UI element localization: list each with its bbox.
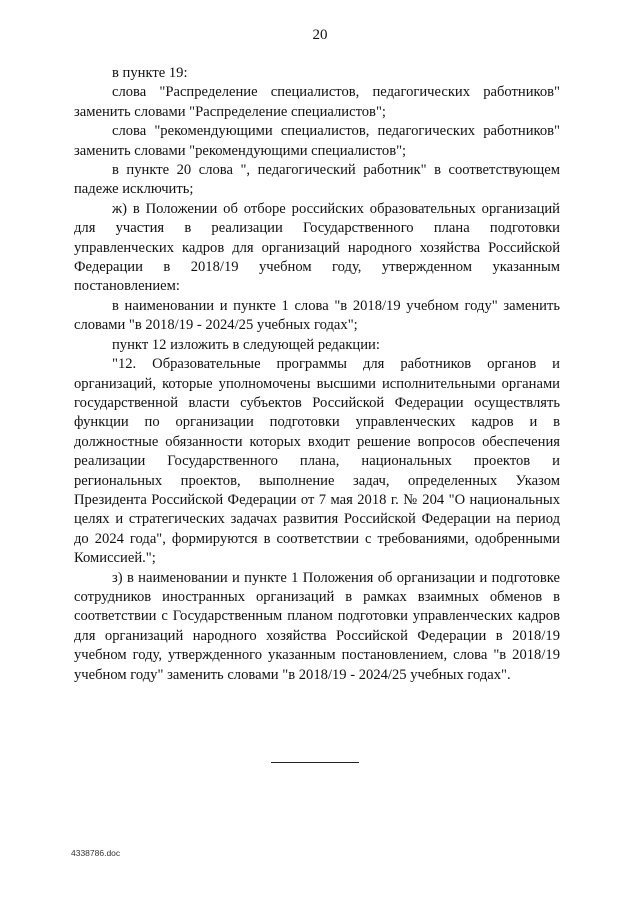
paragraph: "12. Образовательные программы для работников органов и организаций, которые уполномочены высшими исполнительными органами государственной власти субъектов Российской Федерации осуществлять функции по организации подготовки управленческих кадров и в должностные обязанности которых входит решение вопросов обеспечения реализации Государственного плана, национальных проектов и региональных проектов, выполнение задач, определенных Указом Президента Российской Федерации от 7 мая 2018 г. № 204 "О национальных целях и стратегических задачах развития Российской Федерации на период до 2024 года", формируются в соответствии с требованиями, одобренными Комиссией."; — [74, 356, 560, 567]
paragraph: в пункте 20 слова ", педагогический работник" в соответствующем падеже исключить; — [74, 162, 560, 198]
document-code: 4338786.doc — [71, 848, 121, 858]
page-number: 20 — [312, 27, 328, 43]
paragraph: з) в наименовании и пункте 1 Положения об организации и подготовке сотрудников иностранных организаций в рамках взаимных обменов в соответствии с Государственным планом подготовки управленческих кадров для организаций народного хозяйства Российской Федерации в 2018/19 учебном году, утвержденного указанным постановлением, слова "в 2018/19 учебном году" заменить словами "в 2018/19 - 2024/25 учебных годах". — [74, 569, 560, 683]
paragraph: в наименовании и пункте 1 слова "в 2018/19 учебном году" заменить словами "в 2018/19 - 2024/25 учебных годах"; — [74, 297, 560, 334]
paragraph: ж) в Положении об отборе российских образовательных организаций для участия в реализации Государственного плана подготовки управленческих кадров для организаций народного хозяйства Российской Федерации в 2018/19 учебном году, утвержденном указанным постановлением: — [74, 200, 560, 295]
paragraph: слова "рекомендующими специалистов, педагогических работников" заменить словами "рекомендующими специалистов"; — [74, 123, 560, 159]
paragraph: пункт 12 изложить в следующей редакции: — [112, 336, 380, 353]
paragraph: в пункте 19: — [112, 65, 188, 81]
paragraph: слова "Распределение специалистов, педагогических работников" заменить словами "Распределение специалистов"; — [74, 84, 560, 120]
document-body — [74, 64, 560, 685]
end-divider — [271, 762, 359, 763]
